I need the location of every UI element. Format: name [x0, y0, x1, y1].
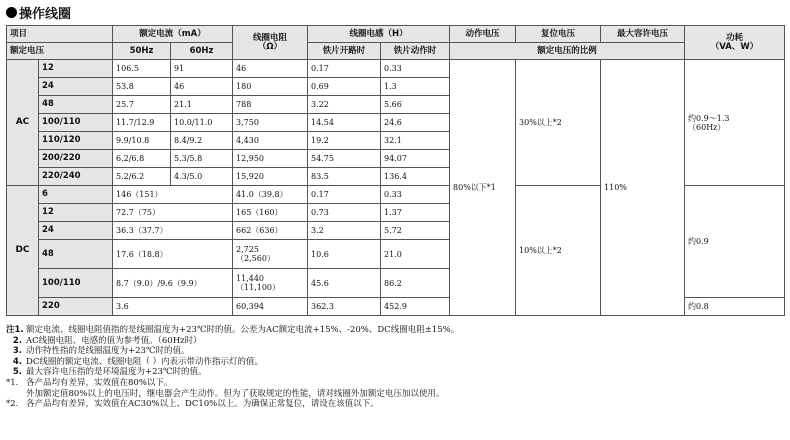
rated-voltage-cell: 12 — [39, 60, 113, 78]
header-inductance: 线圈电感（H） — [308, 26, 450, 43]
ind-open-cell: 19.2 — [308, 132, 381, 150]
rated-voltage-cell: 24 — [39, 222, 113, 240]
header-row-1 — [7, 26, 785, 43]
ind-closed-cell: 1.37 — [381, 204, 450, 222]
current-60hz-cell: 8.4/9.2 — [171, 132, 233, 150]
current-60hz-cell: 5.3/5.8 — [171, 150, 233, 168]
ac-release-voltage-cell: 30%以上*2 — [516, 60, 601, 186]
resistance-cell: 662（636） — [233, 222, 308, 240]
section-title — [6, 2, 71, 22]
rated-voltage-cell: 200/220 — [39, 150, 113, 168]
current-50hz-cell: 106.5 — [113, 60, 171, 78]
note-3: 3. 动作特性指的是线圈温度为+23℃时的值。 — [12, 346, 190, 357]
ind-closed-cell: 136.4 — [381, 168, 450, 186]
ind-open-cell: 0.73 — [308, 204, 381, 222]
resistance-cell: 46 — [233, 60, 308, 78]
current-cell: 8.7（9.0）/9.6（9.9） — [113, 269, 233, 298]
current-60hz-cell: 91 — [171, 60, 233, 78]
ind-open-cell: 83.5 — [308, 168, 381, 186]
rated-voltage-cell: 100/110 — [39, 269, 113, 298]
ind-closed-cell: 21.0 — [381, 240, 450, 269]
dc-group-label: DC — [7, 186, 39, 316]
ind-closed-cell: 5.66 — [381, 96, 450, 114]
ind-open-cell: 0.17 — [308, 186, 381, 204]
current-60hz-cell: 46 — [171, 78, 233, 96]
current-50hz-cell: 5.2/6.2 — [113, 168, 171, 186]
ind-closed-cell: 24.6 — [381, 114, 450, 132]
ind-open-cell: 362.3 — [308, 298, 381, 316]
ind-open-cell: 3.2 — [308, 222, 381, 240]
resistance-cell: 12,950 — [233, 150, 308, 168]
rated-voltage-cell: 48 — [39, 240, 113, 269]
note-1: 注1. 额定电流、线圈电阻值指的是线圈温度为+23℃时的值。公差为AC额定电流+15%、-20%、DC线圈电阻±15%。 — [6, 325, 460, 335]
ind-closed-cell: 5.72 — [381, 222, 450, 240]
current-50hz-cell: 9.9/10.8 — [113, 132, 171, 150]
table-row — [7, 60, 785, 78]
header-row-2 — [7, 43, 785, 60]
ind-closed-cell: 86.2 — [381, 269, 450, 298]
current-60hz-cell: 21.1 — [171, 96, 233, 114]
note-2: 2. AC线圈电阻、电感的值为参考值。（60Hz时） — [12, 335, 202, 346]
dc-release-voltage-cell: 10%以上*2 — [516, 186, 601, 316]
rated-voltage-cell: 24 — [39, 78, 113, 96]
resistance-cell: 165（160） — [233, 204, 308, 222]
dc-220-power-cell: 约0.8 — [685, 298, 785, 316]
current-cell: 72.7（75） — [113, 204, 233, 222]
ind-open-cell: 0.17 — [308, 60, 381, 78]
resistance-cell: 3,750 — [233, 114, 308, 132]
resistance-cell: 2,725 （2,560） — [233, 240, 308, 269]
resistance-cell: 180 — [233, 78, 308, 96]
resistance-cell: 41.0（39.8） — [233, 186, 308, 204]
header-rated-current: 额定电流（mA） — [113, 26, 233, 43]
resistance-cell: 11,440 （11,100） — [233, 269, 308, 298]
rated-voltage-cell: 220 — [39, 298, 113, 316]
current-cell: 146（151） — [113, 186, 233, 204]
resistance-cell: 4,430 — [233, 132, 308, 150]
resistance-cell: 60,394 — [233, 298, 308, 316]
current-50hz-cell: 53.8 — [113, 78, 171, 96]
ind-closed-cell: 1.3 — [381, 78, 450, 96]
header-ind-closed: 铁片动作时 — [381, 43, 450, 60]
rated-voltage-cell: 12 — [39, 204, 113, 222]
ind-closed-cell: 94.07 — [381, 150, 450, 168]
note-5: 5. 最大容许电压指的是环境温度为+23℃时的值。 — [12, 367, 207, 378]
header-operate-voltage: 动作电压 — [450, 26, 516, 43]
ind-closed-cell: 32.1 — [381, 132, 450, 150]
ind-open-cell: 54.75 — [308, 150, 381, 168]
ind-closed-cell: 0.33 — [381, 186, 450, 204]
current-cell: 3.6 — [113, 298, 233, 316]
rated-voltage-cell: 48 — [39, 96, 113, 114]
note-4: 4. DC线圈的额定电流、线圈电阻（ ）内表示带动作指示灯的值。 — [12, 356, 264, 367]
header-power: 功耗 （VA、W） — [685, 26, 785, 60]
ind-open-cell: 0.69 — [308, 78, 381, 96]
ind-closed-cell: 0.33 — [381, 60, 450, 78]
rated-voltage-cell: 220/240 — [39, 168, 113, 186]
max-voltage-cell: 110% — [601, 60, 685, 316]
ind-open-cell: 3.22 — [308, 96, 381, 114]
ind-open-cell: 14.54 — [308, 114, 381, 132]
ind-open-cell: 10.6 — [308, 240, 381, 269]
ind-closed-cell: 452.9 — [381, 298, 450, 316]
rated-voltage-cell: 6 — [39, 186, 113, 204]
current-60hz-cell: 10.0/11.0 — [171, 114, 233, 132]
header-60hz: 60Hz — [171, 43, 233, 60]
notes-section — [6, 325, 784, 410]
footnote-1: *1. 各产品均有差异，实效值在80%以下。 — [6, 377, 173, 388]
rated-voltage-cell: 110/120 — [39, 132, 113, 150]
current-60hz-cell: 4.3/5.0 — [171, 168, 233, 186]
current-50hz-cell: 25.7 — [113, 96, 171, 114]
header-coil-resistance: 线圈电阻 （Ω） — [233, 26, 308, 60]
header-50hz: 50Hz — [113, 43, 171, 60]
current-cell: 17.6（18.8） — [113, 240, 233, 269]
current-50hz-cell: 6.2/6.8 — [113, 150, 171, 168]
bullet-icon — [6, 7, 17, 18]
coil-spec-table — [6, 25, 785, 316]
header-item: 项目 — [7, 26, 113, 43]
ac-group-label: AC — [7, 60, 39, 186]
header-max-voltage: 最大容许电压 — [601, 26, 685, 43]
rated-voltage-cell: 100/110 — [39, 114, 113, 132]
ac-power-cell: 约0.9～1.3 （60Hz） — [685, 60, 785, 186]
header-ind-open: 铁片开路时 — [308, 43, 381, 60]
ind-open-cell: 45.6 — [308, 269, 381, 298]
header-release-voltage: 复位电压 — [516, 26, 601, 43]
resistance-cell: 788 — [233, 96, 308, 114]
header-ratio: 额定电压的比例 — [450, 43, 685, 60]
dc-power-cell: 约0.9 — [685, 186, 785, 298]
resistance-cell: 15,920 — [233, 168, 308, 186]
footnote-2: *2. 各产品均有差异，实效值在AC30%以上、DC10%以上。为确保正常复位，请设在该值以下。 — [6, 399, 379, 410]
current-50hz-cell: 11.7/12.9 — [113, 114, 171, 132]
section-title-text: 操作线圈 — [19, 6, 72, 22]
operate-voltage-cell: 80%以下*1 — [450, 60, 516, 316]
current-cell: 36.3（37.7） — [113, 222, 233, 240]
footnote-1-cont: 外加额定值80%以上的电压时，继电器会产生动作。但为了获取规定的性能，请对线圈外加额定电压加以使用。 — [26, 388, 445, 399]
header-rated-voltage: 额定电压 — [7, 43, 113, 60]
